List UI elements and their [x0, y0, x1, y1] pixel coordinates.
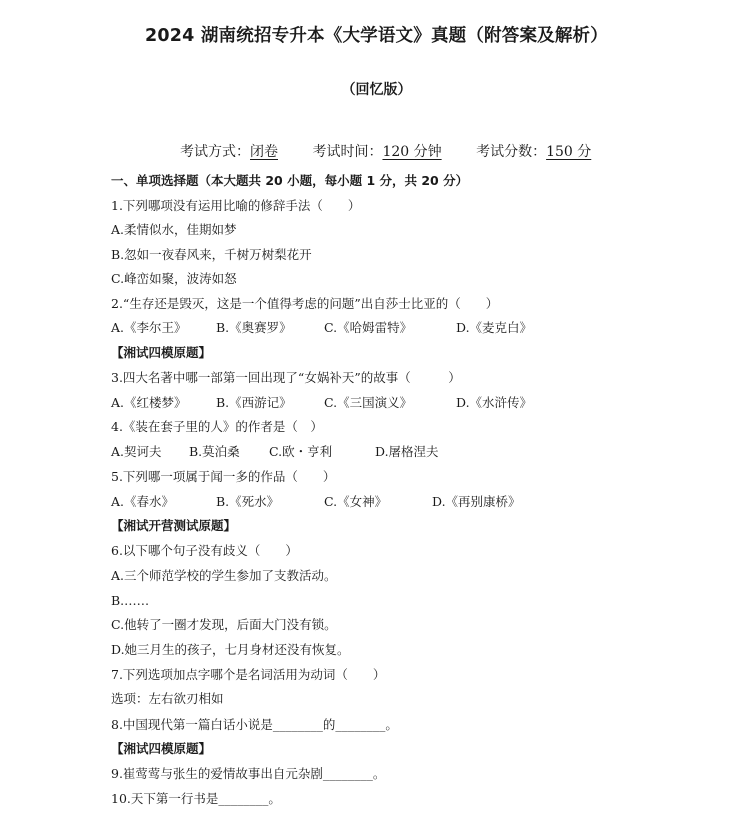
exam-score-label: 考试分数：	[476, 144, 547, 160]
question-5-option-c: C.《女神》	[324, 494, 388, 509]
question-3-option-b: B.《西游记》	[216, 395, 292, 410]
question-7-options: 选项：左右欲刃相如	[111, 691, 224, 706]
exam-score-value: 150 分	[546, 144, 592, 160]
question-1-stem: 1.下列哪项没有运用比喻的修辞手法（ ）	[111, 198, 361, 213]
exam-mode-value: 闭卷	[250, 144, 278, 160]
question-3-stem: 3.四大名著中哪一部第一回出现了“女娲补天”的故事（ ）	[111, 370, 461, 385]
question-10-stem: 10.天下第一行书是________。	[111, 791, 281, 806]
question-1-option-b: B.忽如一夜春风来，千树万树梨花开	[111, 247, 312, 262]
question-4-stem: 4.《装在套子里的人》的作者是（ ）	[111, 419, 323, 434]
question-6-option-c: C.他转了一圈才发现，后面大门没有锁。	[111, 617, 337, 632]
question-6-stem: 6.以下哪个句子没有歧义（ ）	[111, 543, 298, 558]
question-1-option-c: C.峰峦如聚，波涛如怒	[111, 271, 237, 286]
question-2-option-b: B.《奥赛罗》	[216, 320, 292, 335]
source-tag: 【湘试四模原题】	[111, 345, 212, 360]
question-6-option-d: D.她三月生的孩子，七月身材还没有恢复。	[111, 642, 350, 657]
question-4-option-a: A.契诃夫	[111, 444, 162, 459]
question-4-option-b: B.莫泊桑	[189, 444, 240, 459]
question-2-option-a: A.《李尔王》	[111, 320, 187, 335]
source-tag: 【湘试四模原题】	[111, 741, 212, 756]
question-7-stem: 7.下列选项加点字哪个是名词活用为动词（ ）	[111, 667, 386, 682]
question-2-option-c: C.《哈姆雷特》	[324, 320, 413, 335]
question-6-option-a: A.三个师范学校的学生参加了支教活动。	[111, 568, 337, 583]
question-4-options	[111, 444, 439, 460]
question-3-option-a: A.《红楼梦》	[111, 395, 187, 410]
exam-mode-label: 考试方式：	[180, 144, 250, 160]
question-6-option-b: B.……	[111, 593, 150, 608]
exam-info	[180, 141, 591, 161]
question-3-option-d: D.《水浒传》	[456, 395, 533, 410]
question-2-option-d: D.《麦克白》	[456, 320, 533, 335]
question-5-options	[111, 494, 521, 510]
page-title: 2024 湖南统招专升本《大学语文》真题（附答案及解析）	[145, 26, 608, 46]
page-subtitle: （回忆版）	[341, 82, 412, 98]
exam-time-label: 考试时间：	[312, 144, 383, 160]
section-heading: 一、单项选择题（本大题共 20 小题，每小题 1 分，共 20 分）	[111, 173, 469, 188]
question-9-stem: 9.崔莺莺与张生的爱情故事出自元杂剧________。	[111, 766, 386, 781]
source-tag: 【湘试开营测试原题】	[111, 518, 237, 533]
question-5-option-b: B.《死水》	[216, 494, 280, 509]
question-2-options	[111, 320, 532, 336]
exam-time-value: 120 分钟	[382, 144, 442, 160]
question-4-option-d: D.屠格涅夫	[375, 444, 439, 459]
question-5-stem: 5.下列哪一项属于闻一多的作品（ ）	[111, 469, 336, 484]
question-4-option-c: C.欧・亨利	[269, 444, 333, 459]
question-3-options	[111, 395, 532, 411]
question-1-option-a: A.柔情似水，佳期如梦	[111, 222, 237, 237]
question-2-stem: 2.“生存还是毁灭，这是一个值得考虑的问题”出自莎士比亚的（ ）	[111, 296, 499, 311]
question-5-option-d: D.《再别康桥》	[432, 494, 521, 509]
question-3-option-c: C.《三国演义》	[324, 395, 413, 410]
question-5-option-a: A.《春水》	[111, 494, 175, 509]
question-8-stem: 8.中国现代第一篇白话小说是________的________。	[111, 717, 398, 732]
